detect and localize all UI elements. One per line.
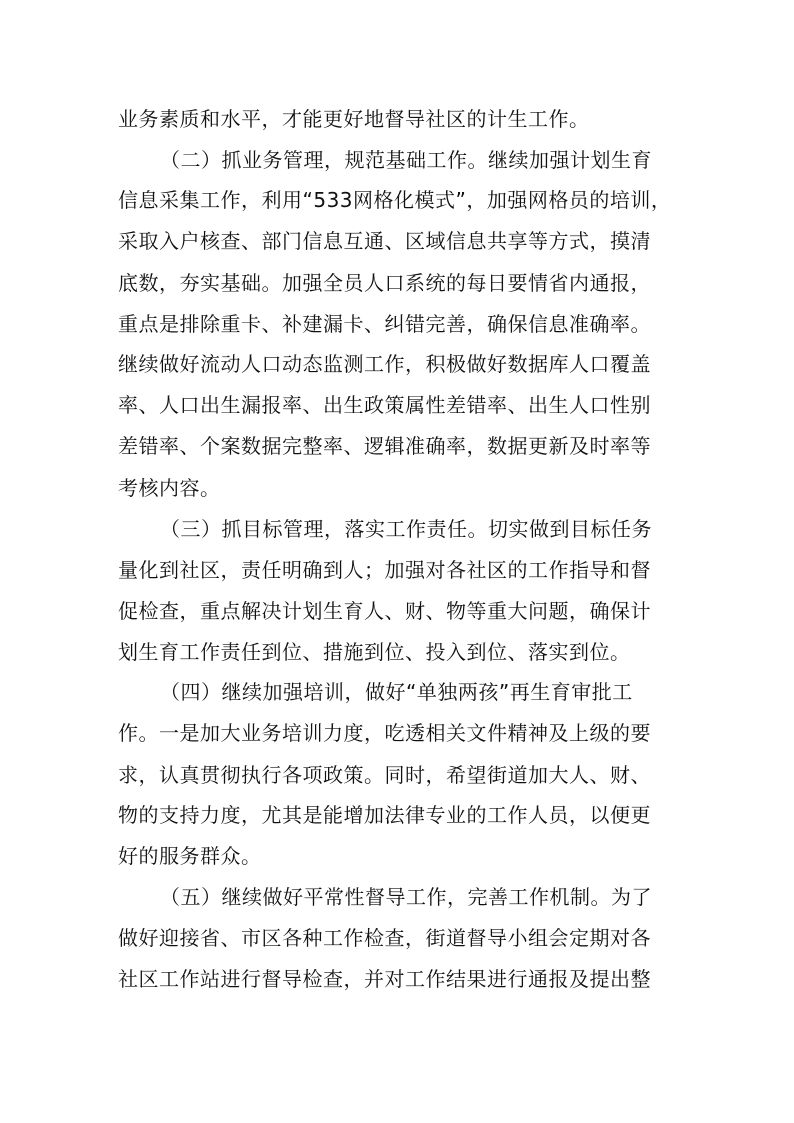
text-line: 差错率、个案数据完整率、逻辑准确率，数据更新及时率等 — [118, 434, 651, 458]
text-line: 促检查，重点解决计划生育人、财、物等重大问题，确保计 — [118, 599, 651, 623]
text-line: 业务素质和水平，才能更好地督导社区的计生工作。 — [118, 107, 590, 131]
text-line: 底数，夯实基础。加强全员人口系统的每日要情省内通报， — [118, 271, 651, 295]
text-line: （四）继续加强培训，做好“单独两孩”再生育审批工 — [160, 680, 633, 704]
text-line: 考核内容。 — [118, 476, 221, 500]
text-line: 物的支持力度，尤其是能增加法律专业的工作人员，以便更 — [118, 803, 651, 827]
text-line: 率、人口出生漏报率、出生政策属性差错率、出生人口性别 — [118, 393, 651, 417]
text-line: 继续做好流动人口动态监测工作，积极做好数据库人口覆盖 — [118, 352, 651, 376]
text-line: 重点是排除重卡、补建漏卡、纠错完善，确保信息准确率。 — [118, 312, 651, 336]
text-line: 求，认真贯彻执行各项政策。同时，希望街道加大人、财、 — [118, 763, 651, 787]
text-line: （二）抓业务管理，规范基础工作。继续加强计划生育 — [160, 148, 652, 172]
text-line: 社区工作站进行督导检查，并对工作结果进行通报及提出整 — [118, 967, 651, 991]
text-line: 做好迎接省、市区各种工作检查，街道督导小组会定期对各 — [118, 926, 651, 950]
text-line: 划生育工作责任到位、措施到位、投入到位、落实到位。 — [118, 640, 631, 664]
text-line: 信息采集工作，利用“533网格化模式”，加强网格员的培训， — [118, 188, 672, 212]
text-line: 作。一是加大业务培训力度，吃透相关文件精神及上级的要 — [118, 721, 651, 745]
text-line: 量化到社区，责任明确到人；加强对各社区的工作指导和督 — [118, 558, 651, 582]
text-line: 采取入户核查、部门信息互通、区域信息共享等方式，摸清 — [118, 229, 651, 253]
text-line: （三）抓目标管理，落实工作责任。切实做到目标任务 — [160, 517, 652, 541]
text-line: （五）继续做好平常性督导工作，完善工作机制。为了 — [160, 885, 652, 909]
text-line: 好的服务群众。 — [118, 844, 262, 868]
